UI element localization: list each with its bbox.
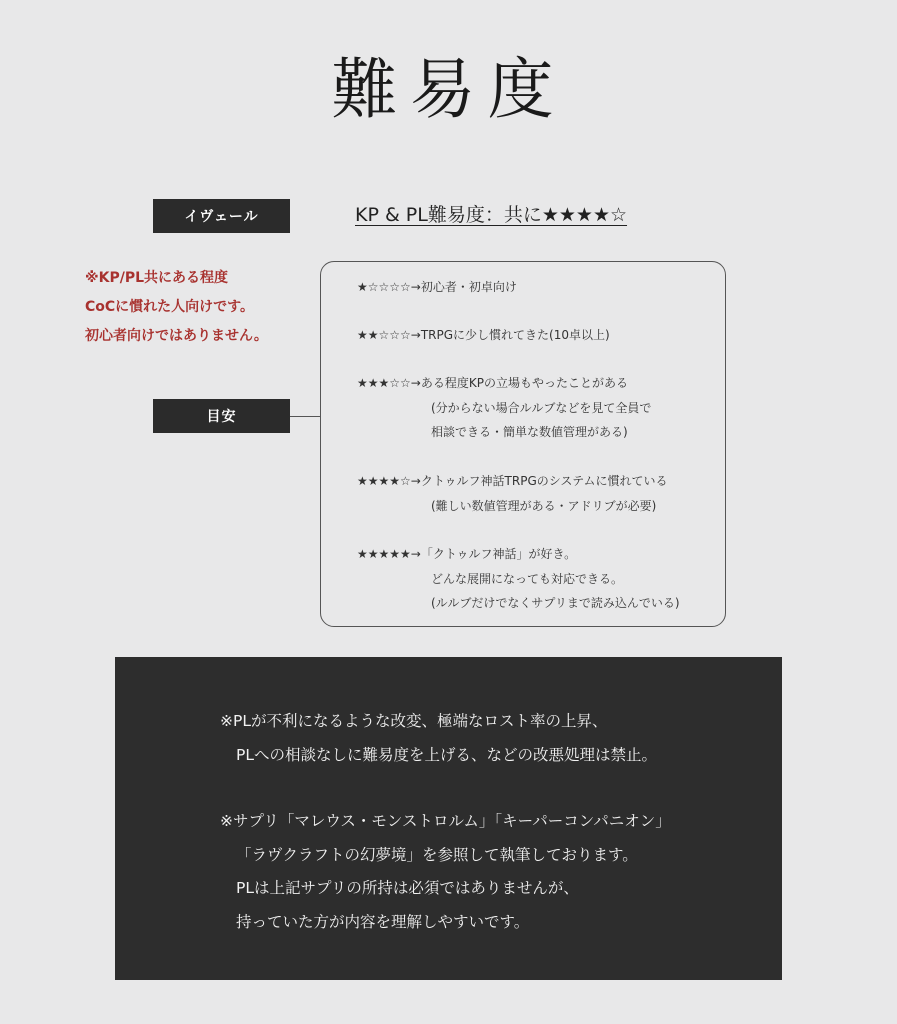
notice-line: PLへの相談なしに難易度を上げる、などの改悪処理は禁止。 (236, 745, 657, 764)
warning-line: CoCに慣れた人向けです。 (85, 299, 255, 315)
level-line: ★★☆☆☆→TRPGに少し慣れてきた(10卓以上) (357, 328, 610, 342)
level-line: (難しい数値管理がある・アドリブが必要) (431, 498, 657, 513)
difficulty-rating-heading: KP & PL難易度：共に★★★★☆ (355, 204, 628, 226)
level-4-item (357, 469, 668, 518)
notice-paragraph-1 (220, 705, 657, 772)
notice-line: ※PLが不利になるような改変、極端なロスト率の上昇、 (220, 712, 608, 730)
level-line: ★★★★☆→クトゥルフ神話TRPGのシステムに慣れている (357, 474, 668, 488)
level-2-item (357, 323, 610, 348)
notice-line: PLは上記サプリの所持は必須ではありませんが、 (236, 879, 579, 897)
notice-line: ※サプリ「マレウス・モンストロルム」「キーパーコンパニオン」 (220, 812, 671, 830)
level-line: ★★★☆☆→ある程度KPの立場もやったことがある (357, 376, 628, 390)
level-line: ★☆☆☆☆→初心者・初卓向け (357, 280, 517, 294)
page-title: 難易度 (331, 51, 566, 128)
difficulty-warning (85, 264, 268, 351)
notice-line: 持っていた方が内容を理解しやすいです。 (236, 912, 530, 931)
level-line: (分からない場合ルルブなどを見て全員で (431, 400, 652, 415)
level-line: どんな展開になっても対応できる。 (431, 571, 624, 586)
level-line: (ルルブだけでなくサプリまで読み込んでいる) (431, 596, 680, 610)
level-5-item (357, 542, 680, 616)
level-line: ★★★★★→「クトゥルフ神話」が好き。 (357, 547, 577, 561)
level-1-item (357, 275, 517, 300)
level-3-item (357, 371, 651, 445)
difficulty-guide-panel (320, 261, 726, 627)
warning-line: ※KP/PL共にある程度 (85, 270, 229, 286)
notice-line: 「ラヴクラフトの幻夢境」を参照して執筆しております。 (236, 845, 638, 864)
guide-connector-line (290, 416, 321, 417)
notice-paragraph-2 (220, 805, 671, 939)
warning-line: 初心者向けではありません。 (85, 328, 268, 344)
guide-label: 目安 (153, 399, 290, 433)
scenario-label: イヴェール (153, 199, 290, 233)
notice-panel (115, 657, 782, 980)
level-line: 相談できる・簡単な数値管理がある) (431, 425, 628, 439)
